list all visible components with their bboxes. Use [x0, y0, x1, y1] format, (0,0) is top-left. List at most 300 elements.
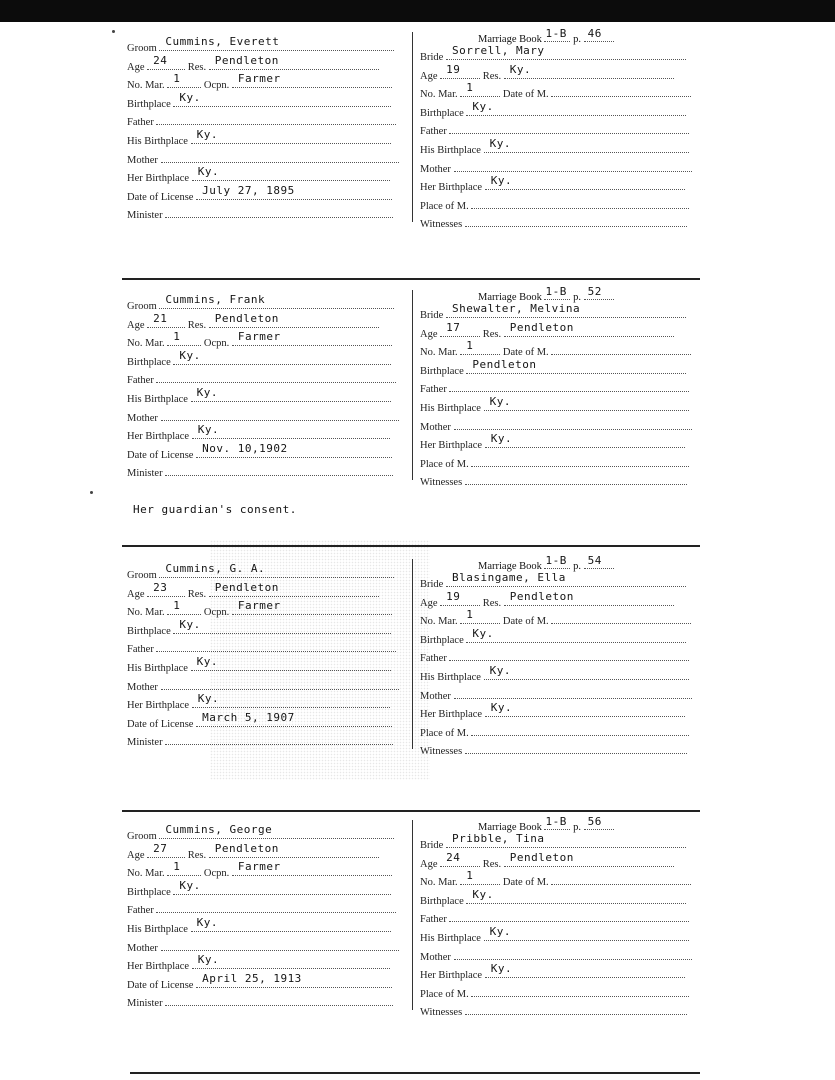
bride-birthplace-line [420, 357, 686, 379]
field-rule [504, 589, 674, 606]
field-label: Age [127, 849, 145, 861]
field-rule [196, 971, 392, 988]
groom-his-birthplace-line [127, 386, 391, 407]
field-label: Age [127, 588, 145, 600]
bride-witnesses-line [420, 216, 687, 232]
field-value: Pendleton [214, 841, 279, 855]
field-label: Her Birthplace [127, 431, 190, 443]
field-rule [544, 27, 570, 42]
field-label: Ocpn. [203, 80, 230, 92]
page-number: 56 [587, 815, 602, 828]
field-rule [209, 53, 379, 70]
field-label: Place of M. [420, 727, 469, 739]
record-separator [122, 810, 700, 812]
marriage-book-ref [478, 285, 614, 303]
field-label: His Birthplace [420, 403, 481, 414]
bride-father-line [420, 650, 689, 666]
field-value: 19 [446, 62, 461, 76]
page-number: 46 [587, 27, 602, 40]
field-label: Res. [482, 597, 502, 609]
field-label: His Birthplace [127, 136, 188, 147]
page-label: p. [573, 34, 581, 45]
field-value: Cummins, Frank [165, 293, 266, 306]
field-rule [584, 815, 614, 830]
field-rule [161, 152, 399, 163]
field-rule [156, 641, 396, 652]
bride-her-birthplace-line [420, 701, 685, 722]
field-value: 19 [446, 589, 461, 603]
field-rule [192, 692, 390, 708]
field-value: Ky. [472, 887, 494, 901]
field-rule [159, 293, 394, 309]
field-label: No. Mar. [127, 338, 165, 350]
field-rule [504, 850, 674, 867]
field-rule [173, 617, 391, 634]
field-rule [454, 419, 692, 430]
field-rule [466, 626, 686, 643]
field-rule [504, 62, 674, 79]
field-label: No. Mar. [420, 89, 458, 101]
field-label: Mother [420, 951, 451, 963]
field-label: No. Mar. [420, 616, 458, 628]
bride-witnesses-line [420, 1004, 687, 1020]
field-label: Res. [187, 849, 207, 861]
field-label: Birthplace [420, 895, 464, 907]
field-label: Place of M. [420, 200, 469, 212]
groom-minister-line [127, 995, 393, 1011]
field-rule [460, 869, 500, 885]
field-value: 17 [446, 320, 461, 334]
field-rule [449, 650, 689, 661]
field-label: Age [420, 597, 438, 609]
field-label: Witnesses [420, 477, 463, 489]
field-value: Ky. [197, 423, 220, 437]
field-rule [209, 841, 379, 858]
bride-mother-line [420, 949, 692, 965]
field-rule [173, 348, 391, 365]
field-rule [147, 841, 185, 858]
field-value: Ky. [489, 137, 511, 150]
field-value: Ky. [489, 925, 511, 938]
field-label: Bride [420, 310, 444, 321]
field-rule [156, 902, 396, 913]
field-value: Pendleton [509, 320, 574, 334]
field-label: No. Mar. [420, 347, 458, 359]
field-label: Mother [127, 942, 158, 954]
field-label: Res. [482, 70, 502, 82]
field-value: Ky. [197, 953, 220, 967]
field-rule [485, 174, 685, 190]
scan-top-border [0, 0, 835, 22]
field-value: 1 [466, 608, 474, 622]
field-value: Ky. [179, 617, 201, 631]
groom-his-birthplace-line [127, 916, 391, 937]
groom-birthplace-line [127, 348, 391, 370]
bride-age-line [420, 589, 674, 611]
field-rule [446, 44, 686, 60]
field-value: 1 [466, 81, 474, 95]
bride-father-line [420, 123, 689, 139]
field-label: Date of M. [502, 89, 549, 101]
marriage-book-ref [478, 554, 614, 572]
field-rule [167, 330, 201, 346]
field-label: Minister [127, 210, 163, 222]
field-label: Date of M. [502, 616, 549, 628]
bride-birthplace-line [420, 626, 686, 648]
field-rule [209, 311, 379, 328]
field-label: No. Mar. [420, 877, 458, 889]
field-value: Ky. [197, 165, 220, 179]
field-label: Her Birthplace [127, 173, 190, 185]
field-label: Father [420, 914, 447, 926]
field-value: Ky. [509, 62, 532, 76]
field-value: Pendleton [214, 580, 279, 594]
field-rule [584, 27, 614, 42]
page-label: p. [573, 561, 581, 572]
field-rule [196, 183, 392, 200]
field-value: Farmer [237, 72, 281, 86]
field-rule [156, 372, 396, 383]
field-label: Date of License [127, 449, 194, 461]
bride-age-line [420, 320, 674, 342]
field-rule [191, 916, 391, 932]
field-label: Age [127, 319, 145, 331]
field-label: Mother [127, 681, 158, 693]
field-rule [504, 320, 674, 337]
field-label: Father [420, 384, 447, 396]
bride-her-birthplace-line [420, 432, 685, 453]
groom-minister-line [127, 207, 393, 223]
field-value: Ky. [179, 348, 201, 362]
groom-mother-line [127, 410, 399, 426]
field-value: Ky. [490, 174, 513, 188]
groom-his-birthplace-line [127, 128, 391, 149]
groom-birthplace-line [127, 617, 391, 639]
field-rule [471, 725, 689, 736]
field-rule [449, 123, 689, 134]
field-rule [471, 986, 689, 997]
field-value: Ky. [490, 432, 513, 446]
field-value: July 27, 1895 [202, 183, 295, 197]
field-label: Groom [127, 570, 157, 581]
field-rule [471, 456, 689, 467]
record-separator [122, 545, 700, 547]
field-rule [191, 655, 391, 671]
field-value: Ky. [489, 395, 511, 408]
column-divider [412, 32, 413, 222]
groom-license-line [127, 441, 392, 463]
field-rule [147, 580, 185, 597]
field-rule [466, 887, 686, 904]
bride-age-line [420, 62, 674, 84]
field-label: No. Mar. [127, 607, 165, 619]
field-label: Witnesses [420, 1007, 463, 1019]
field-rule [440, 320, 480, 337]
bride-his-birthplace-line [420, 137, 689, 158]
field-label: His Birthplace [127, 394, 188, 405]
field-value: Ky. [179, 878, 201, 892]
field-value: 1 [173, 72, 181, 86]
groom-mother-line [127, 679, 399, 695]
page-number: 54 [587, 554, 602, 567]
field-rule [454, 949, 692, 960]
field-label: Mother [127, 154, 158, 166]
marriage-book-label: Marriage Book [478, 34, 542, 45]
field-label: Ocpn. [203, 868, 230, 880]
groom-mar-line [127, 599, 392, 620]
field-label: Minister [127, 737, 163, 749]
bride-mar-line [420, 869, 691, 890]
field-value: Pendleton [214, 53, 279, 67]
bride-her-birthplace-line [420, 962, 685, 983]
field-rule [460, 81, 500, 97]
field-rule [584, 285, 614, 300]
field-rule [460, 608, 500, 624]
field-rule [232, 330, 392, 346]
field-label: Minister [127, 998, 163, 1010]
field-rule [165, 465, 393, 476]
field-label: Father [127, 117, 154, 129]
field-rule [173, 878, 391, 895]
field-rule [192, 953, 390, 969]
field-rule [192, 423, 390, 439]
groom-minister-line [127, 465, 393, 481]
field-rule [232, 72, 392, 88]
field-label: Birthplace [127, 98, 171, 110]
field-rule [167, 599, 201, 615]
field-label: Age [420, 328, 438, 340]
groom-mar-line [127, 72, 392, 93]
field-label: Birthplace [420, 365, 464, 377]
groom-license-line [127, 971, 392, 993]
groom-mar-line [127, 330, 392, 351]
field-value: Cummins, G. A. [165, 562, 266, 575]
field-value: Ky. [196, 916, 218, 929]
book-number: 1-B [545, 285, 567, 298]
field-label: Date of M. [502, 877, 549, 889]
field-label: Age [127, 61, 145, 73]
field-rule [165, 995, 393, 1006]
field-rule [165, 734, 393, 745]
groom-father-line [127, 372, 396, 388]
field-label: No. Mar. [127, 80, 165, 92]
bride-his-birthplace-line [420, 925, 689, 946]
field-value: Farmer [237, 330, 281, 344]
field-rule [232, 860, 392, 876]
bride-his-birthplace-line [420, 664, 689, 685]
bride-mother-line [420, 688, 692, 704]
field-value: Ky. [196, 128, 218, 141]
field-rule [584, 554, 614, 569]
field-rule [167, 860, 201, 876]
field-label: Date of License [127, 191, 194, 203]
field-value: Ky. [489, 664, 511, 677]
field-label: Groom [127, 301, 157, 312]
scan-speck [90, 491, 93, 494]
field-label: His Birthplace [420, 145, 481, 156]
field-value: March 5, 1907 [202, 710, 295, 724]
bride-father-line [420, 911, 689, 927]
field-rule [147, 311, 185, 328]
field-rule [465, 743, 687, 754]
field-rule [156, 114, 396, 125]
field-rule [191, 128, 391, 144]
field-label: His Birthplace [420, 672, 481, 683]
field-label: His Birthplace [420, 933, 481, 944]
book-number: 1-B [545, 27, 567, 40]
page-label: p. [573, 822, 581, 833]
field-value: 21 [153, 311, 168, 325]
bride-mar-line [420, 339, 691, 360]
field-label: Groom [127, 831, 157, 842]
field-value: 27 [153, 841, 168, 855]
column-divider [412, 559, 413, 749]
record-separator [122, 278, 700, 280]
field-rule [159, 823, 394, 839]
field-value: Cummins, Everett [165, 35, 280, 48]
field-label: Res. [187, 319, 207, 331]
field-label: Mother [420, 421, 451, 433]
field-rule [484, 664, 689, 680]
field-rule [551, 874, 691, 885]
marriage-book-ref [478, 27, 614, 45]
field-rule [161, 410, 399, 421]
bride-her-birthplace-line [420, 174, 685, 195]
field-label: Ocpn. [203, 338, 230, 350]
field-value: Pendleton [214, 311, 279, 325]
field-label: Father [127, 905, 154, 917]
bride-mar-line [420, 81, 691, 102]
bride-mother-line [420, 161, 692, 177]
field-value: Pendleton [509, 589, 574, 603]
field-label: His Birthplace [127, 663, 188, 674]
field-label: Her Birthplace [420, 970, 483, 982]
bride-place-line [420, 198, 689, 214]
groom-his-birthplace-line [127, 655, 391, 676]
groom-license-line [127, 183, 392, 205]
field-rule [471, 198, 689, 209]
field-rule [159, 35, 394, 51]
bottom-rule [130, 1072, 700, 1074]
field-label: No. Mar. [127, 868, 165, 880]
field-label: Father [420, 126, 447, 138]
groom-license-line [127, 710, 392, 732]
field-rule [485, 432, 685, 448]
field-label: Her Birthplace [127, 700, 190, 712]
field-label: Birthplace [127, 886, 171, 898]
field-value: Cummins, George [165, 823, 273, 836]
field-value: 1 [466, 339, 474, 353]
field-label: Her Birthplace [420, 182, 483, 194]
field-rule [147, 53, 185, 70]
marriage-book-label: Marriage Book [478, 822, 542, 833]
field-label: Father [420, 653, 447, 665]
field-rule [161, 940, 399, 951]
bride-birthplace-line [420, 99, 686, 121]
field-value: Ky. [196, 386, 218, 399]
groom-mother-line [127, 152, 399, 168]
field-label: Date of License [127, 718, 194, 730]
field-rule [484, 395, 689, 411]
groom-father-line [127, 114, 396, 130]
field-rule [449, 911, 689, 922]
field-value: Farmer [237, 599, 281, 613]
book-number: 1-B [545, 554, 567, 567]
book-number: 1-B [545, 815, 567, 828]
field-value: Nov. 10,1902 [202, 441, 288, 455]
field-label: Bride [420, 840, 444, 851]
field-label: Date of License [127, 979, 194, 991]
field-value: Ky. [472, 626, 494, 640]
field-label: Birthplace [127, 625, 171, 637]
field-rule [167, 72, 201, 88]
field-rule [446, 302, 686, 318]
field-label: Her Birthplace [420, 440, 483, 452]
field-value: 1 [173, 599, 181, 613]
page-number: 52 [587, 285, 602, 298]
field-rule [159, 562, 394, 578]
field-value: 24 [446, 850, 461, 864]
field-rule [466, 99, 686, 116]
page-label: p. [573, 292, 581, 303]
field-rule [161, 679, 399, 690]
field-value: Ky. [490, 701, 513, 715]
field-value: Pendleton [472, 357, 537, 371]
field-rule [191, 386, 391, 402]
record-note: Her guardian's consent. [133, 503, 297, 516]
field-rule [544, 285, 570, 300]
field-label: Bride [420, 579, 444, 590]
field-value: 1 [466, 869, 474, 883]
bride-mar-line [420, 608, 691, 629]
field-value: 1 [173, 860, 181, 874]
field-rule [232, 599, 392, 615]
field-rule [465, 1004, 687, 1015]
field-value: 1 [173, 330, 181, 344]
field-value: 23 [153, 580, 168, 594]
field-label: Witnesses [420, 746, 463, 758]
field-label: Place of M. [420, 458, 469, 470]
field-label: Her Birthplace [420, 709, 483, 721]
field-rule [465, 216, 687, 227]
field-label: Ocpn. [203, 607, 230, 619]
field-value: Ky. [490, 962, 513, 976]
field-label: Mother [127, 412, 158, 424]
field-label: Res. [482, 328, 502, 340]
column-divider [412, 290, 413, 480]
field-label: Res. [482, 858, 502, 870]
field-rule [196, 710, 392, 727]
field-rule [196, 441, 392, 458]
field-rule [440, 62, 480, 79]
field-value: Ky. [197, 692, 220, 706]
field-rule [551, 344, 691, 355]
field-label: His Birthplace [127, 924, 188, 935]
field-rule [544, 554, 570, 569]
bride-place-line [420, 986, 689, 1002]
field-label: Father [127, 644, 154, 656]
field-value: Ky. [196, 655, 218, 668]
marriage-book-label: Marriage Book [478, 292, 542, 303]
bride-place-line [420, 725, 689, 741]
groom-minister-line [127, 734, 393, 750]
field-label: Place of M. [420, 988, 469, 1000]
bride-mother-line [420, 419, 692, 435]
field-rule [192, 165, 390, 181]
groom-father-line [127, 902, 396, 918]
field-rule [449, 381, 689, 392]
field-rule [165, 207, 393, 218]
